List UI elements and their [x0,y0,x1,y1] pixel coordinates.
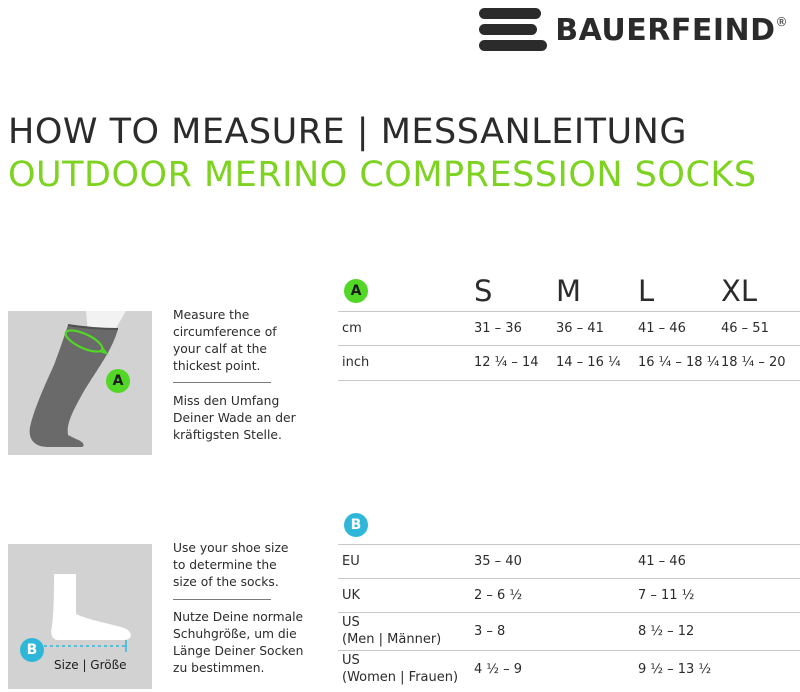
region-sublabel: (Men | Männer) [342,632,442,647]
page-title: HOW TO MEASURE | MESSANLEITUNG [8,112,687,152]
shoe-size-table [338,510,800,692]
table-row [338,544,800,579]
table-cell: 16 ¼ – 18 ¼ [638,355,720,370]
divider [173,382,271,383]
size-label: Size | Größe [54,658,127,672]
table-cell: 12 ¼ – 14 [474,355,539,370]
calf-measure-illustration [8,311,152,455]
size-header-s: S [474,274,493,308]
table-cell: 4 ½ – 9 [474,662,523,677]
table-cell: 41 – 46 [638,321,686,336]
table-row [338,612,800,651]
badge-a-icon: A [344,279,368,303]
unit-label: inch [342,355,370,370]
table-cell: 9 ½ – 13 ½ [638,662,712,677]
region-label: US [342,653,360,668]
badge-a-icon: A [106,369,130,393]
region-sublabel: (Women | Frauen) [342,670,459,685]
shoe-instruction-de: Nutze Deine normale Schuhgröße, um die Länge Deiner Socken zu bestimmen. [173,610,304,675]
table-cell: 2 – 6 ½ [474,588,523,603]
table-row [338,311,800,346]
table-row [338,345,800,381]
calf-size-table [338,270,800,380]
table-cell: 35 – 40 [474,554,522,569]
badge-b-icon: B [20,638,44,662]
shoe-instruction-en: Use your shoe size to determine the size of the socks. [173,541,289,589]
brand-name: BAUERFEIND® [555,12,788,48]
size-header-xl: XL [721,274,758,308]
table-cell: 46 – 51 [721,321,769,336]
table-cell: 36 – 41 [556,321,604,336]
calf-instruction-de: Miss den Umfang Deiner Wade an der kräftigsten Stelle. [173,394,296,442]
table-row [338,578,800,613]
table-cell: 18 ¼ – 20 [721,355,786,370]
badge-b-icon: B [344,513,368,537]
leg-sock-icon [8,311,152,455]
region-label: UK [342,588,361,603]
region-label: EU [342,554,360,569]
table-cell: 3 – 8 [474,624,506,639]
brand-logo-mark-icon [479,6,547,54]
table-row [338,650,800,689]
table-cell: 14 – 16 ¼ [556,355,621,370]
size-header-l: L [638,274,655,308]
divider [173,599,271,600]
calf-instruction-en: Measure the circumference of your calf at the thickest point. [173,308,277,373]
table-cell: 8 ½ – 12 [638,624,695,639]
brand-logo [479,6,788,54]
table-cell: 7 – 11 ½ [638,588,695,603]
foot-measure-illustration [8,544,152,689]
table-cell: 31 – 36 [474,321,522,336]
size-header-m: M [556,274,582,308]
region-label: US [342,615,360,630]
page-subtitle: OUTDOOR MERINO COMPRESSION SOCKS [8,155,757,195]
table-cell: 41 – 46 [638,554,686,569]
unit-label: cm [342,321,362,336]
